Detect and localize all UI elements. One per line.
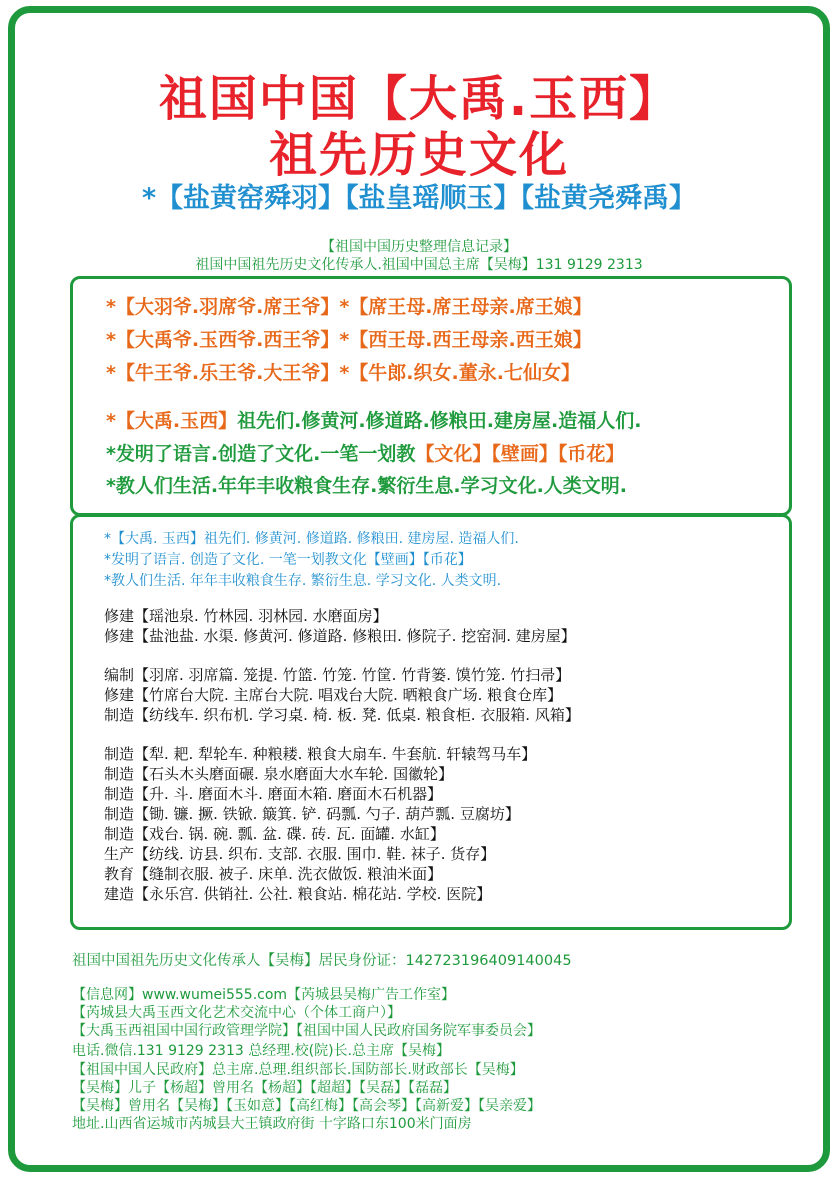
ancestors-row-2 [106,325,592,352]
ancestors-line-6: *教人们生活.年年丰收粮食生存.繁衍生息.学习文化.人类文明. [106,475,628,497]
ancestors-row-1-right: *【席王母.席王母亲.席王娘】 [339,296,592,318]
record-title: 【祖国中国历史整理信息记录】 [321,239,517,255]
footer-son: 【吴梅】儿子【杨超】曾用名【杨超】【超超】【吴磊】【磊磊】 [72,1080,457,1096]
ancestors-row-2-right: *【西王母.西王母亲.西王娘】 [339,329,592,351]
ancestors-line-5 [106,439,624,466]
ancestors-row-1 [106,292,592,319]
group3-item-7: 教育【缝制衣服. 被子. 床单. 洗衣做饭. 粮油米面】 [104,865,443,883]
group3-item-6: 生产【纺线. 访县. 织布. 支部. 衣服. 围巾. 鞋. 袜子. 货存】 [104,845,496,863]
footer-phone: 电话.微信.131 9129 2313 总经理.校(院)长.总主席【吴梅】 [72,1043,451,1059]
intro-line-1: *【大禹. 玉西】祖先们. 修黄河. 修道路. 修粮田. 建房屋. 造福人们. [104,531,519,547]
ancestors-line-5-a: *发明了语言.创造了文化.一笔一划教 [106,443,416,465]
ancestors-line-5-b: 【文化】【壁画】【币花】 [415,443,625,465]
footer-id-line: 祖国中国祖先历史文化传承人【吴梅】居民身份证：142723196409140045 [72,953,572,969]
group2-item-2: 修建【竹席台大院. 主席台大院. 唱戏台大院. 晒粮食广场. 粮食仓库】 [104,686,563,704]
record-line: 祖国中国祖先历史文化传承人.祖国中国总主席【吴梅】131 9129 2313 [195,257,643,273]
ancestors-row-3 [106,358,580,385]
group3-item-5: 制造【戏台. 锅. 碗. 瓢. 盆. 碟. 砖. 瓦. 面罐. 水缸】 [104,825,445,843]
group3-item-8: 建造【永乐宫. 供销社. 公社. 粮食站. 棉花站. 学校. 医院】 [104,885,492,903]
footer-institute: 【大禹玉西祖国中国行政管理学院】【祖国中国人民政府国务院军事委员会】 [72,1023,541,1039]
page-subtitle: *【盐黄窑舜羽】【盐皇瑶顺玉】【盐黄尧舜禹】 [141,183,697,214]
group2-item-3: 制造【纺线车. 织布机. 学习桌. 椅. 板. 凳. 低桌. 粮食柜. 衣服箱. 风箱】 [104,706,580,724]
ancestors-row-2-left: *【大禹爷.玉西爷.西王爷】 [106,329,340,351]
footer-aliases: 【吴梅】曾用名【吴梅】【玉如意】【高红梅】【高会琴】【高新爱】【吴亲爱】 [72,1098,541,1114]
page-title-line2: 祖先历史文化 [268,127,569,183]
group1-item-2: 修建【盐池盐. 水渠. 修黄河. 修道路. 修粮田. 修院子. 挖窑洞. 建房屋】 [104,627,576,645]
page-title-line1: 祖国中国【大禹.玉西】 [158,71,680,127]
ancestors-row-3-left: *【牛王爷.乐王爷.大王爷】 [106,362,340,384]
intro-line-2: *发明了语言. 创造了文化. 一笔一划教文化【壁画】【币花】 [104,552,472,568]
intro-line-3: *教人们生活. 年年丰收粮食生存. 繁衍生息. 学习文化. 人类文明. [104,573,502,589]
ancestors-line-4-a: *【大禹.玉西】 [106,410,238,432]
footer-government: 【祖国中国人民政府】总主席.总理.组织部长.国防部长.财政部长【吴梅】 [72,1062,524,1078]
group3-item-1: 制造【犁. 耙. 犁轮车. 种粮耧. 粮食大扇车. 牛套航. 轩辕驾马车】 [104,745,537,763]
footer-website: 【信息网】www.wumei555.com【芮城县吴梅广告工作室】 [72,987,456,1003]
group3-item-4: 制造【锄. 镰. 撅. 铁锨. 簸箕. 铲. 码瓢. 勺子. 葫芦瓢. 豆腐坊】 [104,805,520,823]
group2-item-1: 编制【羽席. 羽席篇. 笼提. 竹篮. 竹笼. 竹筐. 竹背篓. 馍竹笼. 竹扫帚】 [104,666,571,684]
footer-center: 【芮城县大禹玉西文化艺术交流中心（个体工商户）】 [72,1005,401,1021]
ancestors-row-1-left: *【大羽爷.羽席爷.席王爷】 [106,296,340,318]
ancestors-line-4 [106,406,641,433]
group1-item-1: 修建【瑶池泉. 竹林园. 羽林园. 水磨面房】 [104,607,388,625]
ancestors-line-4-b: 祖先们.修黄河.修道路.修粮田.建房屋.造福人们. [237,410,642,432]
group3-item-2: 制造【石头木头磨面碾. 泉水磨面大水车轮. 国徽轮】 [104,765,454,783]
ancestors-row-3-right: *【牛郎.织女.董永.七仙女】 [339,362,580,384]
group3-item-3: 制造【升. 斗. 磨面木斗. 磨面木箱. 磨面木石机器】 [104,785,443,803]
footer-address: 地址.山西省运城市芮城县大王镇政府街 十字路口东100米门面房 [72,1116,472,1132]
